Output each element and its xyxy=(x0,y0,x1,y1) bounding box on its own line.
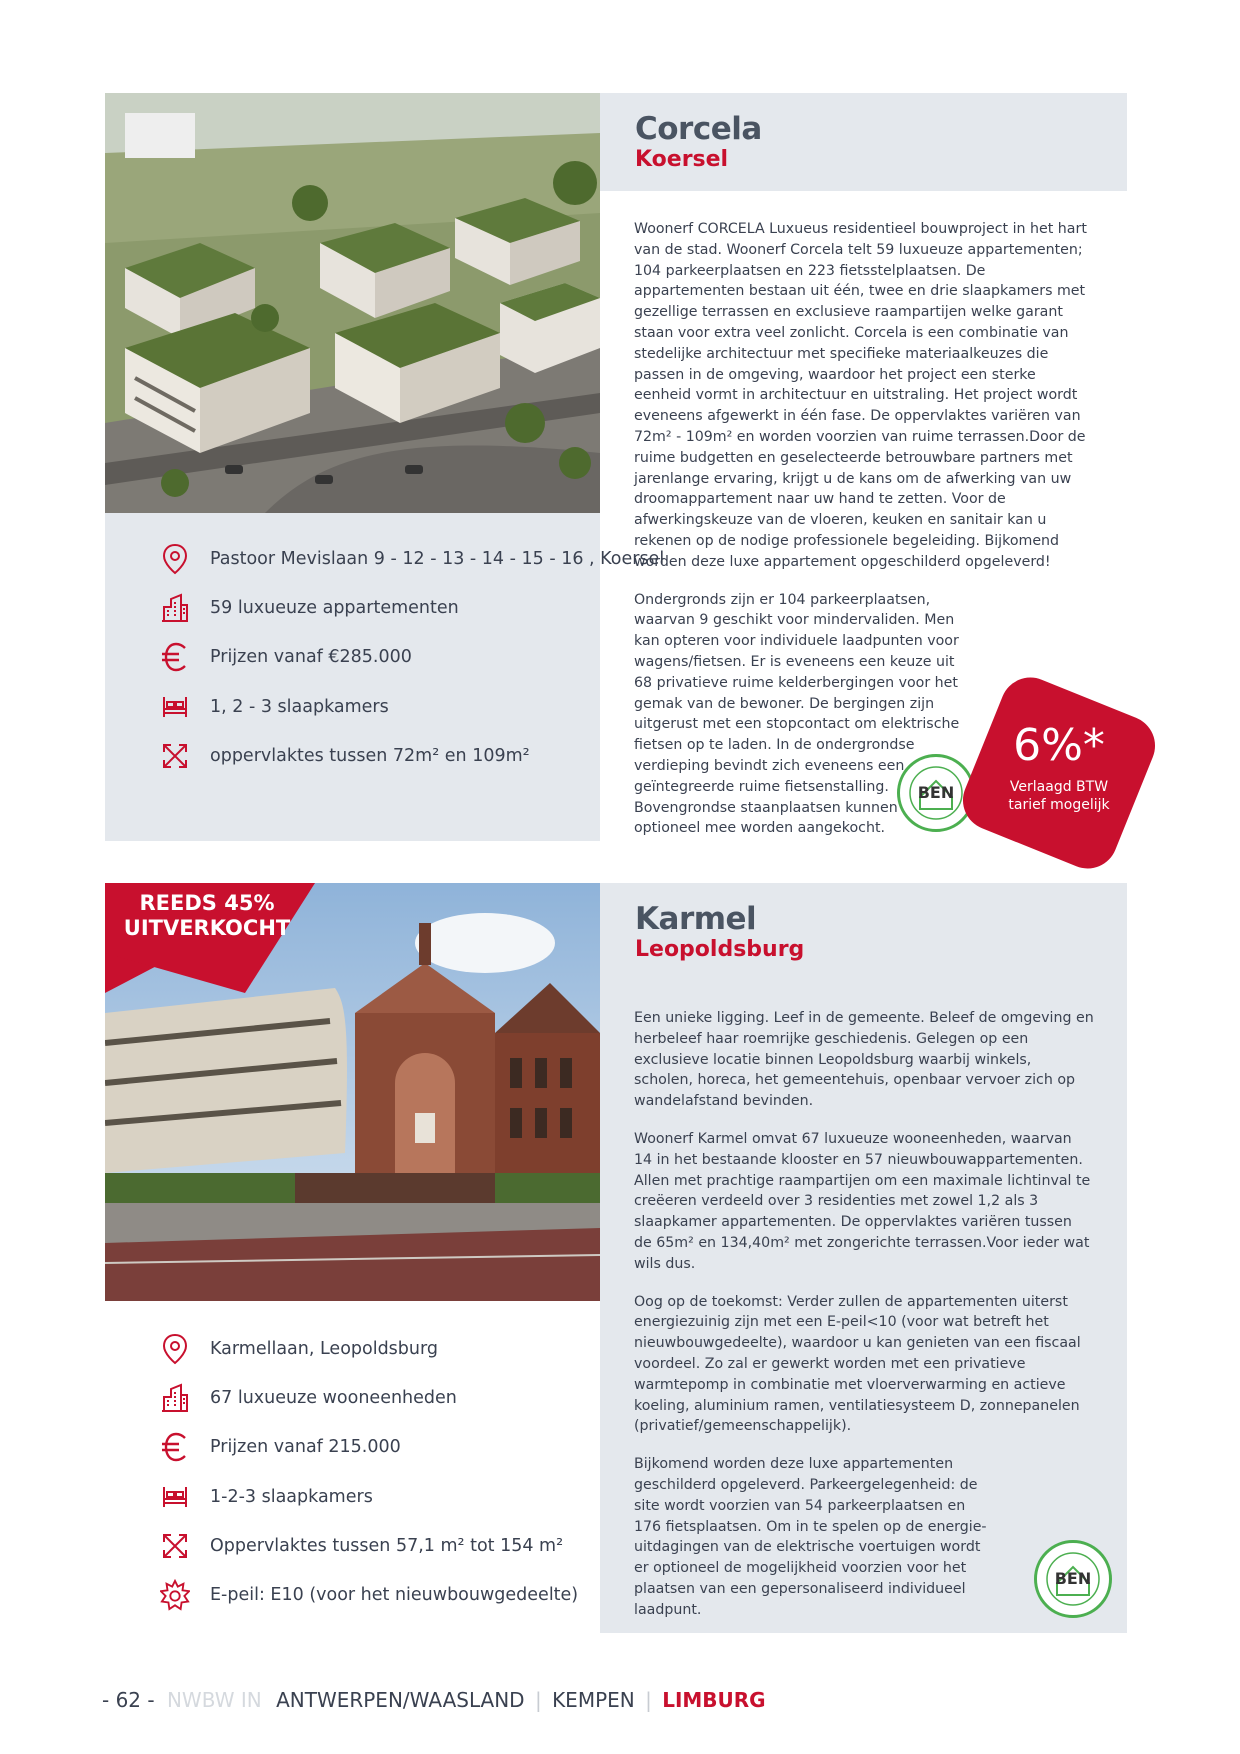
corcela-title-panel xyxy=(600,93,1127,191)
vat-line-2: tarief mogelijk xyxy=(1008,797,1110,813)
footer-separator: | xyxy=(645,1688,652,1712)
vat-badge-content xyxy=(985,722,1133,814)
euro-icon xyxy=(160,1431,190,1463)
vat-line-1: Verlaagd BTW xyxy=(1009,779,1109,795)
feature-units xyxy=(160,591,459,625)
description-paragraph: Ondergronds zijn er 104 parkeerplaatsen, waarvan 9 geschikt voor mindervaliden. Men kan opteren voor individuele laadpunten voor wagens/fietsen. Er is eveneens een keuze uit 68 privatieve ruime kelderbergingen voor het gemak van de bewoner. De bergingen zijn uitgerust met een stopcontact om elektrische fietsen op te laden. In de ondergrondse verdieping bevindt zich eveneens een geïntegreerde ruime fietsenstalling. Bovengrondse staanplaatsen kunnen optioneel mee worden aangekocht. xyxy=(634,591,960,837)
feature-epeil xyxy=(160,1578,578,1612)
feature-text: 1, 2 - 3 slaapkamers xyxy=(210,697,389,717)
feature-price xyxy=(160,640,412,674)
sold-ribbon-text xyxy=(112,891,302,941)
feature-text: Pastoor Mevislaan 9 - 12 - 13 - 14 - 15 - 16 , Koersel xyxy=(210,549,665,569)
footer-region-active[interactable]: LIMBURG xyxy=(662,1688,766,1712)
project-title: Karmel xyxy=(635,901,757,937)
ribbon-line-2: UITVERKOCHT xyxy=(123,916,291,940)
feature-text: 1-2-3 slaapkamers xyxy=(210,1487,373,1507)
feature-text: Karmellaan, Leopoldsburg xyxy=(210,1339,438,1359)
bed-icon xyxy=(160,1481,190,1513)
ben-text: BEN xyxy=(917,783,955,802)
building-icon xyxy=(160,592,190,624)
footer-separator: | xyxy=(534,1688,542,1712)
feature-text: Oppervlaktes tussen 57,1 m² tot 154 m² xyxy=(210,1536,564,1556)
description-paragraph: Woonerf CORCELA Luxueus residentieel bouwproject in het hart van de stad. Woonerf Corcela telt 59 luxueuze appartementen; 104 parkeerplaatsen en 223 fietsstelplaatsen. De appartementen bestaan uit één, twee en drie slaapkamers met gezellige terrassen en exclusieve raampartijen welke garant staan voor extra veel zonlicht. Corcela is een combinatie van stedelijke architectuur met specifieke materiaalkeuzes die passen in de omgeving, waardoor het project een sterke eenheid vormt in architectuur en uitstraling. Het project wordt eveneens afgewerkt in één fase. De oppervlaktes variëren van 72m² - 109m² en worden voorzien van ruime terrassen.Door de ruime budgetten en geselecteerde betrouwbare partners met jarenlange ervaring, krijgt u de kans om de afwerking van uw droomappartement naar uw hand te zetten. Voor de afwerkingskeuze van de vloeren, keuken en sanitair kan u rekenen op de nodige professionele begeleiding. Bijkomend worden deze luxe appartement opgeschilderd opgeleverd! xyxy=(634,221,1087,570)
sun-energy-icon xyxy=(160,1579,190,1611)
ben-text: BEN xyxy=(1054,1569,1092,1588)
footer-region[interactable]: ANTWERPEN/WAASLAND xyxy=(276,1688,525,1712)
feature-price xyxy=(160,1430,401,1464)
feature-bedrooms xyxy=(160,690,389,724)
feature-address xyxy=(160,542,664,576)
feature-bedrooms xyxy=(160,1480,373,1514)
feature-surface xyxy=(160,1529,563,1563)
feature-text: oppervlaktes tussen 72m² en 109m² xyxy=(210,746,530,766)
feature-surface xyxy=(160,739,530,773)
description-paragraph: Een unieke ligging. Leef in de gemeente. Beleef de omgeving en herbeleef haar roemrijke geschiedenis. Gelegen op een exclusieve locatie binnen Leopoldsburg waarbij winkels, scholen, horeca, het gemeentehuis, openbaar vervoer zich op wandelafstand bevinden. xyxy=(634,1010,1094,1110)
footer-region[interactable]: KEMPEN xyxy=(552,1688,635,1712)
feature-address xyxy=(160,1332,438,1366)
feature-text: 59 luxueuze appartementen xyxy=(210,598,459,618)
project-city: Leopoldsburg xyxy=(635,937,805,962)
description-paragraph: Bijkomend worden deze luxe appartementen geschilderd opgeleverd. Parkeergelegenheid: de site wordt voorzien van 54 parkeerplaatsen en 176 fietsplaatsen. Om in te spelen op de energie-uitdagingen van de elektrische voertuigen wordt er optioneel de mogelijkheid voorzien voor het plaatsen van een gepersonaliseerd individueel laadpunt. xyxy=(634,1456,987,1618)
page-footer xyxy=(102,1688,766,1712)
building-icon xyxy=(160,1382,190,1414)
vat-percentage: 6%* xyxy=(1013,720,1105,771)
feature-text: Prijzen vanaf 215.000 xyxy=(210,1437,401,1457)
ribbon-line-1: REEDS 45% xyxy=(139,891,275,915)
expand-arrows-icon xyxy=(160,740,190,772)
corcela-render-image xyxy=(105,93,600,513)
description-paragraph: Oog op de toekomst: Verder zullen de appartementen uiterst energiezuinig zijn met een E-peil<10 (voor wat betreft het nieuwbouwgedeelte), waardoor u kan genieten van een fiscaal voordeel. Zo zal er gewerkt worden met een privatieve warmtepomp in combinatie met vloerverwarming en actieve koeling, aluminium ramen, ventilatiesysteem D, zonnepanelen (privatief/gemeenschappelijk). xyxy=(634,1293,1081,1435)
feature-text: E-peil: E10 (voor het nieuwbouwgedeelte) xyxy=(210,1585,579,1605)
bed-icon xyxy=(160,691,190,723)
location-pin-icon xyxy=(160,543,190,575)
euro-icon xyxy=(160,641,190,673)
feature-text: 67 luxueuze wooneenheden xyxy=(210,1388,457,1408)
page-number: - 62 - xyxy=(102,1688,155,1712)
location-pin-icon xyxy=(160,1333,190,1365)
expand-arrows-icon xyxy=(160,1530,190,1562)
project-title: Corcela xyxy=(635,111,762,147)
feature-units xyxy=(160,1381,457,1415)
feature-text: Prijzen vanaf €285.000 xyxy=(210,647,412,667)
ben-label-badge xyxy=(1034,1540,1112,1618)
description-paragraph: Woonerf Karmel omvat 67 luxueuze wooneenheden, waarvan 14 in het bestaande klooster en 57 nieuwbouwappartementen. Allen met prachtige raampartijen om een maximale lichtinval te creëeren verdeeld over 3 residenties met zowel 1,2 als 3 slaapkamer appartementen. De oppervlaktes variëren tussen de 65m² en 134,40m² met zongerichte terrassen.Voor ieder wat wils dus. xyxy=(634,1130,1091,1272)
karmel-description xyxy=(634,1008,1094,1638)
project-city: Koersel xyxy=(635,147,729,172)
footer-brand: NWBW IN xyxy=(166,1688,262,1712)
